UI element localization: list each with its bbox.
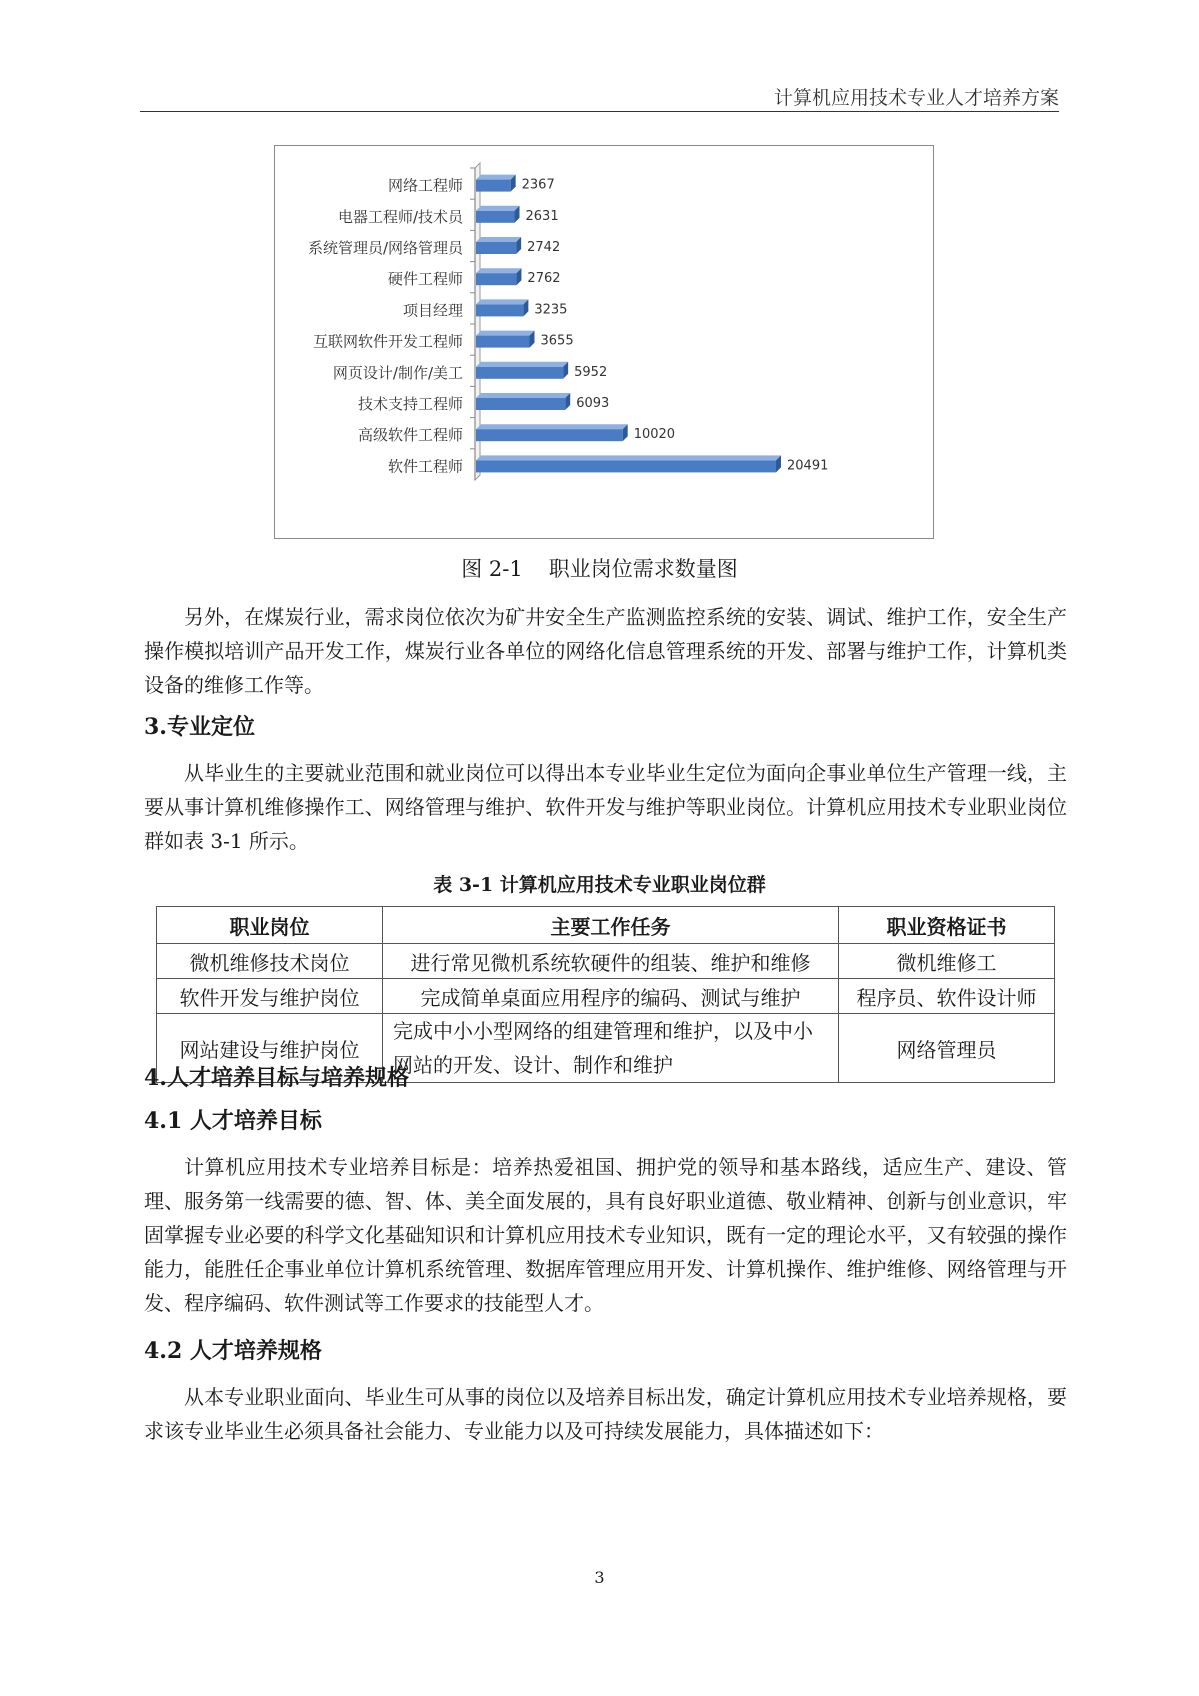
chart-bar	[476, 336, 530, 348]
table-cell-certificate: 网络管理员	[839, 1014, 1055, 1083]
chart-bar-top	[476, 175, 516, 180]
chart-bar-top	[476, 299, 528, 304]
table-cell-certificate: 程序员、软件设计师	[839, 979, 1055, 1014]
table-cell-position: 网站建设与维护岗位	[157, 1014, 383, 1083]
chart-bar	[476, 398, 565, 410]
chart-category-label: 系统管理员/网络管理员	[307, 239, 463, 257]
chart-bar-top	[476, 268, 521, 273]
chart-category-label: 软件工程师	[387, 457, 463, 476]
chart-value-label: 2742	[527, 240, 561, 255]
table-cell-position: 微机维修技术岗位	[157, 944, 383, 979]
figure-caption	[0, 553, 1199, 583]
table-cell-task: 完成简单桌面应用程序的编码、测试与维护	[383, 979, 839, 1014]
chart-bar	[476, 211, 515, 223]
chart-value-label: 6093	[576, 396, 610, 411]
chart-bar-top	[476, 206, 520, 211]
chart-value-label: 5952	[574, 364, 608, 380]
bar-chart	[274, 145, 934, 539]
paragraph-training-spec: 从本专业职业面向、毕业生可从事的岗位以及培养目标出发，确定计算机应用技术专业培养规格，要求该专业毕业生必须具备社会能力、专业能力以及可持续发展能力，具体描述如下：	[144, 1385, 1067, 1443]
job-table	[156, 906, 1055, 1083]
paragraph-training-goal: 计算机应用技术专业培养目标是：培养热爱祖国、拥护党的领导和基本路线，适应生产、建设、管理、服务第一线需要的德、智、体、美全面发展的，具有良好职业道德、敬业精神、创新与创业意识，牢固掌握专业必要的科学文化基础知识和计算机应用技术专业知识，既有一定的理论水平，又有较强的操作能力，能胜任企事业单位计算机系统管理、数据库管理应用开发、计算机操作、维护维修、网络管理与开发、程序编码、软件测试等工作要求的技能型人才。	[144, 1155, 1067, 1315]
chart-category-label: 技术支持工程师	[357, 395, 463, 413]
paragraph-positioning: 从毕业生的主要就业范围和就业岗位可以得出本专业毕业生定位为面向企事业单位生产管理一线，主要从事计算机维修操作工、网络管理与维护、软件开发与维护等职业岗位。计算机应用技术专业职业岗位群如表 3-1 所示。	[144, 761, 1067, 853]
chart-category-label: 网页设计/制作/美工	[332, 363, 463, 382]
table-cell-position: 软件开发与维护岗位	[157, 979, 383, 1014]
chart-value-label: 2631	[525, 208, 559, 224]
table-header-cell: 职业资格证书	[839, 907, 1055, 944]
chart-category-label: 高级软件工程师	[357, 426, 463, 445]
table-row	[157, 944, 1055, 979]
table-cell-task: 完成中小小型网络的组建管理和维护，以及中小网站的开发、设计、制作和维护	[383, 1014, 839, 1083]
chart-category-label: 互联网软件开发工程师	[312, 332, 463, 351]
chart-category-label: 网络工程师	[387, 176, 463, 195]
table-header-cell: 主要工作任务	[383, 907, 839, 944]
header-rule	[140, 111, 1059, 112]
figure-title: 职业岗位需求数量图	[548, 557, 738, 581]
chart-bar	[476, 180, 511, 192]
bar-chart-svg	[275, 146, 935, 540]
chart-value-label: 20491	[787, 458, 829, 474]
figure-number: 图 2-1	[461, 557, 523, 581]
chart-category-label: 硬件工程师	[387, 270, 463, 289]
chart-bar	[476, 460, 776, 472]
table-row	[157, 979, 1055, 1014]
page-number: 3	[594, 1568, 605, 1587]
chart-bar	[476, 367, 563, 379]
chart-bar	[476, 429, 623, 441]
section-heading-3: 3.专业定位	[144, 714, 255, 740]
chart-value-label: 2762	[527, 271, 561, 287]
chart-bar-top	[476, 237, 521, 242]
chart-bar-top	[476, 331, 535, 336]
running-header: 计算机应用技术专业人才培养方案	[773, 87, 1059, 109]
table-caption: 表 3-1 计算机应用技术专业职业岗位群	[433, 874, 766, 896]
subsection-heading-4-2: 4.2 人才培养规格	[144, 1338, 322, 1364]
chart-bar	[476, 304, 523, 316]
chart-bar-top	[476, 424, 628, 429]
table-header-row	[157, 907, 1055, 944]
paragraph-coal-industry: 另外，在煤炭行业，需求岗位依次为矿井安全生产监测监控系统的安装、调试、维护工作，安全生产操作模拟培训产品开发工作，煤炭行业各单位的网络化信息管理系统的开发、部署与维护工作，计算机类设备的维修工作等。	[144, 605, 1067, 697]
chart-value-label: 3235	[534, 302, 568, 318]
table-header-cell: 职业岗位	[157, 907, 383, 944]
table-cell-task: 进行常见微机系统软硬件的组装、维护和维修	[383, 944, 839, 979]
chart-value-label: 10020	[633, 427, 676, 443]
section-heading-4: 4.人才培养目标与培养规格	[144, 1065, 409, 1091]
subsection-heading-4-1: 4.1 人才培养目标	[144, 1108, 322, 1134]
chart-bar-top	[476, 455, 781, 460]
chart-bar	[476, 242, 516, 254]
table-cell-certificate: 微机维修工	[839, 944, 1055, 979]
chart-bar	[476, 273, 516, 285]
chart-value-label: 2367	[521, 177, 555, 193]
chart-bar-top	[476, 362, 568, 367]
chart-category-label: 电器工程师/技术员	[337, 207, 463, 226]
chart-bar-top	[476, 393, 570, 398]
chart-value-label: 3655	[540, 333, 574, 349]
chart-category-label: 项目经理	[402, 301, 463, 320]
